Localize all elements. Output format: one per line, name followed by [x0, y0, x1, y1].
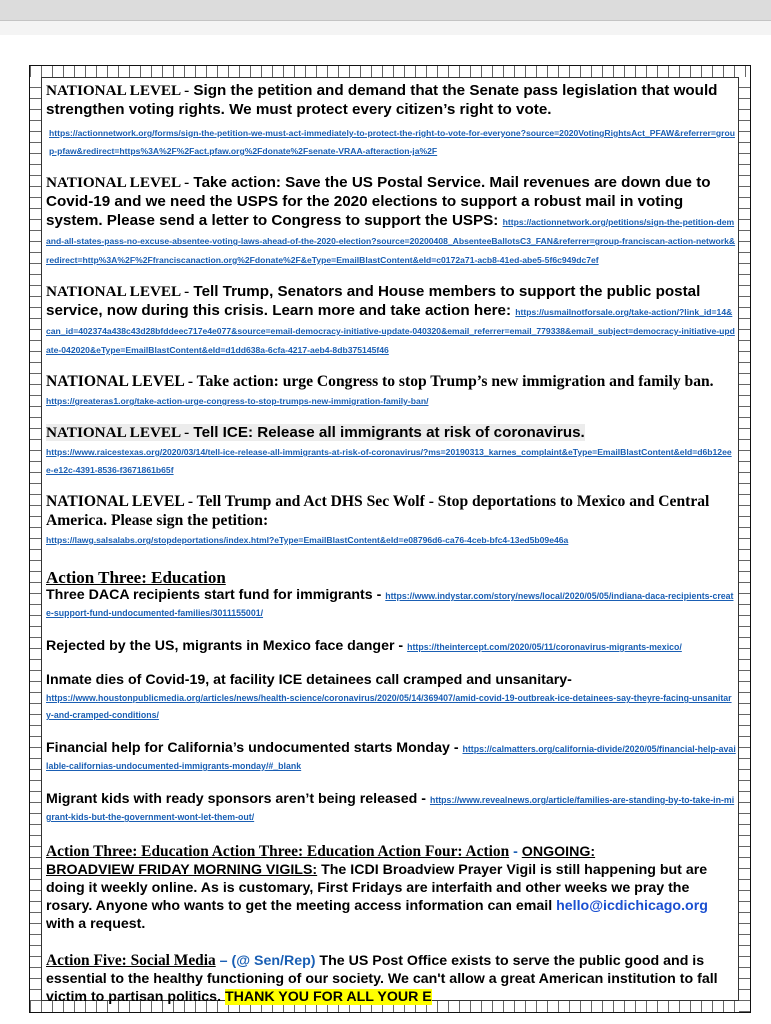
news-item [46, 791, 736, 825]
vigil-text: The ICDI Broadview Prayer Vigil is still happening but are doing it weekly online. As is customary, First Fridays are interfaith and other weeks we pray the rosary. Anyone who wants to get the meeting access information can email [46, 862, 708, 914]
dash: - [509, 844, 522, 860]
national-item-4 [46, 372, 736, 409]
national-item-1 [46, 81, 736, 159]
news-title: Migrant kids with ready sponsors aren’t being released - [46, 791, 430, 807]
news-item [46, 638, 736, 655]
ongoing-label: ONGOING: [521, 844, 596, 860]
national-label: NATIONAL LEVEL - [46, 424, 190, 441]
news-link[interactable]: https://theintercept.com/2020/05/11/coronavirus-migrants-mexico/ [407, 642, 682, 652]
news-title: Inmate dies of Covid-19, at facility ICE detainees call cramped and unsanitary- [46, 672, 572, 688]
national-label: NATIONAL LEVEL - [46, 174, 190, 191]
vigil-tail: with a request. [46, 916, 146, 932]
usps-letter-link[interactable]: https://actionnetwork.org/petitions/sign-the-petition-demand-all-states-pass-no-excuse-absentee-voting-laws-ahead-of-the-2020-election?source=20200408_AbsenteeBallotsC3_FAN&referrer=group-franciscan-action-network&redirect=http%3A%2F%2Ffranciscanaction.org%2Fdonate%2F&eType=EmailBlastContent&eId=c0172a71-acb8-41ed-abe5-5f6c949dc7ef [46, 217, 736, 265]
news-link[interactable]: https://calmatters.org/california-divide/2020/05/financial-help-available-californias-undocumented-immigrants-monday/#_blank [46, 744, 736, 771]
handle-text: (@ Sen/Rep) [231, 953, 316, 969]
action-five-heading: Action Five: Social Media [46, 952, 216, 969]
contact-email-link[interactable]: hello@icdichicago.org [556, 898, 708, 914]
action-five-section [46, 951, 736, 1006]
postal-service-link[interactable]: https://usmailnotforsale.org/take-action/?link_id=14&can_id=402374a438c43d28bfddeec717e4e077&source=email-democracy-initiative-update-040320&email_referrer=email_779338&email_subject=democracy-initiative-update-042020&eType=EmailBlastContent&eId=d1dd638a-6cfa-4217-aeb4-8db375145f46 [46, 307, 735, 355]
national-text: Take action: Save the US Postal Service. Mail revenues are down due to Covid-19 and we need the USPS for the 2020 elections to support a robust mail in voting system. Please send a letter to Congress to support the USPS: [46, 174, 711, 229]
national-item-5 [46, 423, 736, 478]
national-item-6 [46, 492, 736, 548]
news-link[interactable]: https://www.revealnews.org/article/families-are-standing-by-to-take-in-migrant-kids-but-the-government-wont-let-them-out/ [46, 795, 735, 822]
national-text: Sign the petition and demand that the Senate pass legislation that would strengthen voting rights. We must protect every citizen’s right to vote. [46, 82, 718, 118]
news-item [46, 587, 736, 621]
national-label: NATIONAL LEVEL - [46, 493, 194, 510]
petition-link[interactable]: https://actionnetwork.org/forms/sign-the-petition-we-must-act-immediately-to-protect-the-right-to-vote-for-everyone?source=2020VotingRightsAct_PFAW&referrer=group-pfaw&redirect=https%3A%2F%2Fact.pfaw.org%2Fdonate%2Fsenate-VRAA-afteraction-ja%2F [49, 128, 735, 156]
news-link[interactable]: https://www.houstonpublicmedia.org/articles/news/health-science/coronavirus/2020/05/14/369407/amid-covid-19-outbreak-ice-detainees-say-theyre-facing-unsanitary-and-cramped-conditions/ [46, 693, 732, 720]
vigil-label: BROADVIEW FRIDAY MORNING VIGILS: [46, 862, 318, 878]
document-body [46, 81, 736, 1006]
national-text: Take action: urge Congress to stop Trump’s new immigration and family ban. [193, 373, 714, 390]
action-four-section [46, 842, 736, 933]
news-link[interactable]: https://www.indystar.com/story/news/local/2020/05/05/indiana-daca-recipients-create-support-fund-undocumented-families/3011155001/ [46, 591, 734, 618]
social-text: The US Post Office exists to serve the public good and is essential to the healthy functioning of our society. We can't allow a great American institution to fall victim to partisan politics. [46, 953, 718, 1005]
news-item [46, 672, 736, 723]
stop-deportations-link[interactable]: https://lawg.salsalabs.org/stopdeportations/index.html?eType=EmailBlastContent&eId=e08796d6-ca76-4ceb-bfc4-13ed5b09e46a [46, 535, 569, 545]
national-item-2 [46, 173, 736, 268]
ice-release-link[interactable]: https://www.raicestexas.org/2020/03/14/tell-ice-release-all-immigrants-at-risk-of-coronavirus/?ms=20190313_karnes_complaint&eType=EmailBlastContent&eId=d6b12eee-e12c-4391-8536-f3671861b65f [46, 447, 732, 475]
national-label: NATIONAL LEVEL - [46, 373, 194, 390]
education-section [46, 568, 736, 825]
national-text: Tell Trump and Act DHS Sec Wolf - Stop deportations to Mexico and Central America. Please sign the petition: [46, 493, 710, 529]
national-text: Tell Trump, Senators and House members to support the public postal service, now during this crisis. Learn more and take action here: [46, 283, 701, 319]
national-item-3 [46, 282, 736, 358]
viewer-toolbar [0, 0, 771, 21]
education-heading: Action Three: Education [46, 568, 226, 587]
thank-you-highlight: THANK YOU FOR ALL YOUR E [224, 989, 432, 1005]
national-label: NATIONAL LEVEL - [46, 82, 190, 99]
immigration-ban-link[interactable]: https://greateras1.org/take-action-urge-congress-to-stop-trumps-new-immigration-family-ban/ [46, 396, 429, 406]
national-text: Tell ICE: Release all immigrants at risk of coronavirus. [189, 424, 585, 441]
news-title: Rejected by the US, migrants in Mexico face danger - [46, 638, 408, 654]
news-title: Three DACA recipients start fund for immigrants - [46, 587, 386, 603]
news-item [46, 740, 736, 774]
news-title: Financial help for California’s undocumented starts Monday - [46, 740, 463, 756]
action-four-heading: Action Three: Education Action Three: Education Action Four: Action [46, 843, 510, 860]
viewer-gap [0, 21, 771, 35]
dash: – [215, 953, 232, 969]
national-label: NATIONAL LEVEL - [46, 283, 190, 300]
